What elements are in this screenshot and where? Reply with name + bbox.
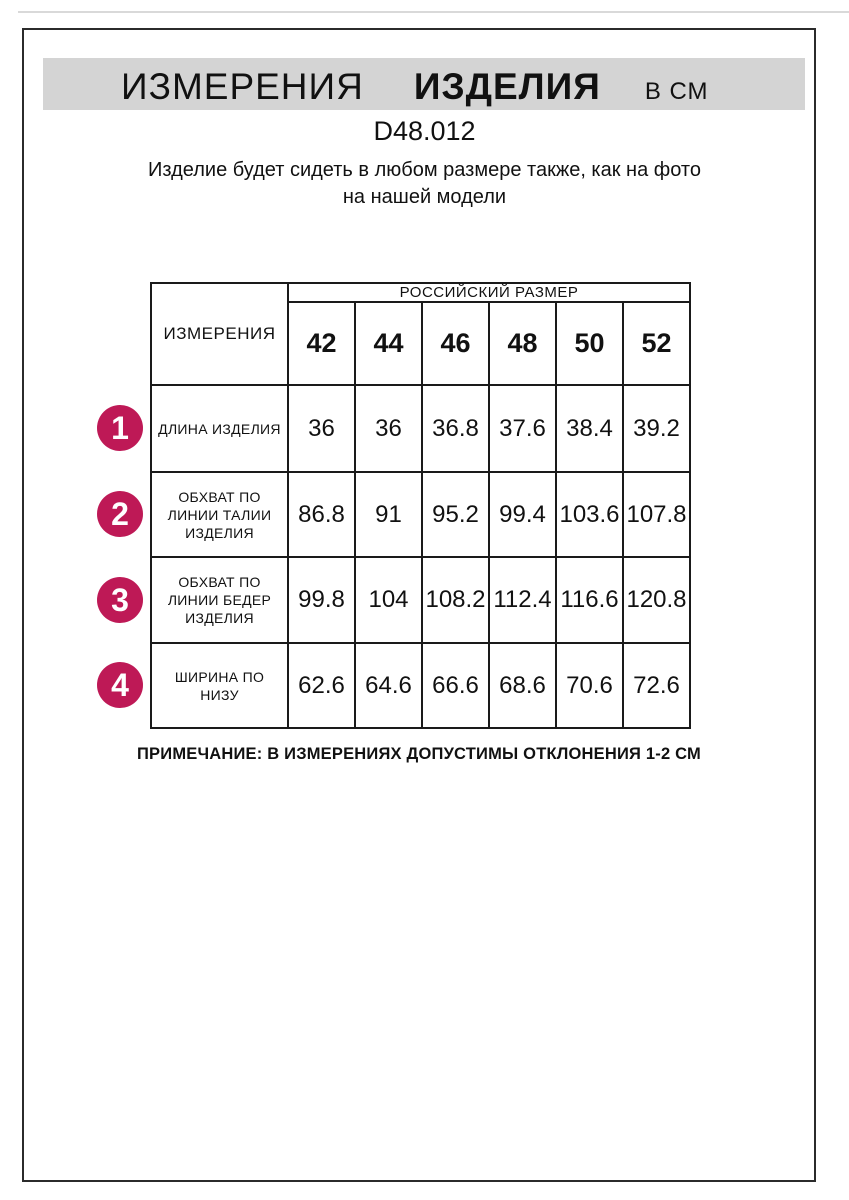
value-cell: 39.2 [623, 385, 690, 472]
product-description [0, 157, 849, 211]
value-cell: 86.8 [288, 472, 355, 557]
size-header-48: 48 [489, 302, 556, 385]
value-cell: 95.2 [422, 472, 489, 557]
table-row-bottom-width [151, 643, 690, 728]
row-label-bottom-width: ШИРИНА ПО НИЗУ [151, 643, 288, 728]
value-cell: 70.6 [556, 643, 623, 728]
title-units: В СМ [644, 78, 709, 105]
size-header-44: 44 [355, 302, 422, 385]
size-header-42: 42 [288, 302, 355, 385]
table-corner-header: ИЗМЕРЕНИЯ [151, 283, 288, 385]
table-row-length [151, 385, 690, 472]
value-cell: 68.6 [489, 643, 556, 728]
description-line-2: на нашей модели [342, 186, 507, 208]
value-cell: 112.4 [489, 557, 556, 643]
tolerance-note: ПРИМЕЧАНИЕ: В ИЗМЕРЕНИЯХ ДОПУСТИМЫ ОТКЛОНЕНИЯ 1-2 СМ [137, 745, 701, 763]
title-product-word: ИЗДЕЛИЯ [413, 66, 601, 107]
size-header-50: 50 [556, 302, 623, 385]
value-cell: 108.2 [422, 557, 489, 643]
value-cell: 38.4 [556, 385, 623, 472]
value-cell: 66.6 [422, 643, 489, 728]
row-marker-badge-3: 3 [97, 577, 143, 623]
title-measurements: ИЗМЕРЕНИЯ [121, 66, 364, 107]
value-cell: 37.6 [489, 385, 556, 472]
page-top-edge-line [18, 11, 849, 13]
row-marker-badge-1: 1 [97, 405, 143, 451]
title-bar [43, 58, 805, 110]
row-label-length: ДЛИНА ИЗДЕЛИЯ [151, 385, 288, 472]
value-cell: 103.6 [556, 472, 623, 557]
value-cell: 99.8 [288, 557, 355, 643]
row-marker-badge-2: 2 [97, 491, 143, 537]
value-cell: 64.6 [355, 643, 422, 728]
value-cell: 107.8 [623, 472, 690, 557]
description-line-1: Изделие будет сидеть в любом размере также, как на фото [148, 159, 701, 181]
value-cell: 36 [355, 385, 422, 472]
value-cell: 116.6 [556, 557, 623, 643]
size-table [150, 282, 691, 729]
product-code: D48.012 [373, 116, 476, 146]
row-marker-badge-4: 4 [97, 662, 143, 708]
table-row-hips [151, 557, 690, 643]
value-cell: 72.6 [623, 643, 690, 728]
size-header-52: 52 [623, 302, 690, 385]
value-cell: 62.6 [288, 643, 355, 728]
value-cell: 36 [288, 385, 355, 472]
value-cell: 104 [355, 557, 422, 643]
size-header-46: 46 [422, 302, 489, 385]
table-group-header-row [151, 283, 690, 302]
table-group-header: РОССИЙСКИЙ РАЗМЕР [288, 283, 690, 302]
value-cell: 99.4 [489, 472, 556, 557]
value-cell: 36.8 [422, 385, 489, 472]
row-label-hips: ОБХВАТ ПО ЛИНИИ БЕДЕР ИЗДЕЛИЯ [151, 557, 288, 643]
value-cell: 91 [355, 472, 422, 557]
value-cell: 120.8 [623, 557, 690, 643]
row-label-waist: ОБХВАТ ПО ЛИНИИ ТАЛИИ ИЗДЕЛИЯ [151, 472, 288, 557]
table-row-waist [151, 472, 690, 557]
